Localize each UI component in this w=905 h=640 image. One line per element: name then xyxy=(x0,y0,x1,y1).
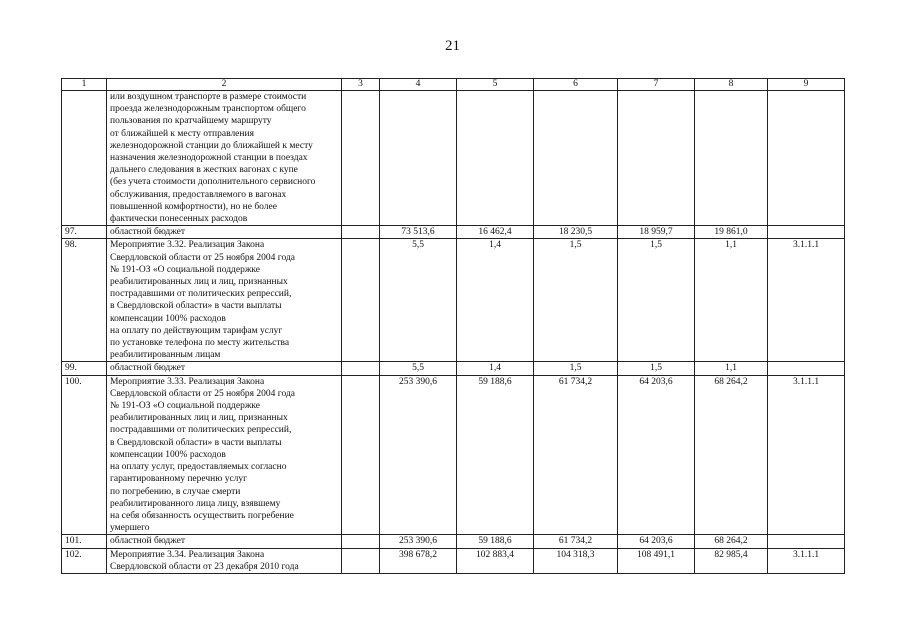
row-number xyxy=(62,91,107,226)
cell-col8: 82 985,4 xyxy=(695,548,768,573)
cell-col5: 102 883,4 xyxy=(457,548,534,573)
cell-col3 xyxy=(342,535,380,548)
row-number: 99. xyxy=(62,362,107,375)
header-cell: 2 xyxy=(107,79,342,91)
cell-col4: 253 390,6 xyxy=(380,535,457,548)
row-description: или воздушном транспорте в размере стоимости проезда железнодорожным транспортом общего пользования по кратчайшему маршруту от ближайшей к месту отправления железнодорожной станции до ближайшей к месту назначения железнодорожной станции в поездах дальнего следования в жестких вагонах с купе (без учета стоимости дополнительного сервисного обслуживания, предоставляемого в вагонах повышенной комфортности), но не более фактически понесенных расходов xyxy=(107,91,342,226)
cell-col5 xyxy=(457,91,534,226)
cell-col8: 19 861,0 xyxy=(695,226,768,239)
cell-col5: 59 188,6 xyxy=(457,535,534,548)
cell-col3 xyxy=(342,375,380,535)
header-cell: 4 xyxy=(380,79,457,91)
table-row xyxy=(62,548,845,573)
cell-col3 xyxy=(342,91,380,226)
table-row xyxy=(62,535,845,548)
header-cell: 7 xyxy=(618,79,695,91)
cell-col7: 108 491,1 xyxy=(618,548,695,573)
cell-col5: 1,4 xyxy=(457,362,534,375)
cell-col4: 5,5 xyxy=(380,362,457,375)
header-row xyxy=(62,79,845,91)
cell-col7: 1,5 xyxy=(618,239,695,362)
row-description: областной бюджет xyxy=(107,226,342,239)
cell-col9 xyxy=(768,362,845,375)
header-cell: 8 xyxy=(695,79,768,91)
row-number: 97. xyxy=(62,226,107,239)
cell-col8: 1,1 xyxy=(695,239,768,362)
header-cell: 1 xyxy=(62,79,107,91)
cell-col3 xyxy=(342,548,380,573)
cell-col6: 61 734,2 xyxy=(534,375,618,535)
header-cell: 3 xyxy=(342,79,380,91)
header-cell: 5 xyxy=(457,79,534,91)
cell-col5: 59 188,6 xyxy=(457,375,534,535)
cell-col7: 64 203,6 xyxy=(618,535,695,548)
cell-col8 xyxy=(695,91,768,226)
cell-col9: 3.1.1.1 xyxy=(768,548,845,573)
row-description: областной бюджет xyxy=(107,362,342,375)
cell-col7: 1,5 xyxy=(618,362,695,375)
cell-col3 xyxy=(342,226,380,239)
cell-col9: 3.1.1.1 xyxy=(768,375,845,535)
cell-col5: 1,4 xyxy=(457,239,534,362)
cell-col7: 18 959,7 xyxy=(618,226,695,239)
cell-col8: 68 264,2 xyxy=(695,375,768,535)
cell-col8: 1,1 xyxy=(695,362,768,375)
header-cell: 6 xyxy=(534,79,618,91)
row-description: Мероприятие 3.34. Реализация Закона Свердловской области от 23 декабря 2010 года xyxy=(107,548,342,573)
table-row xyxy=(62,362,845,375)
row-number: 102. xyxy=(62,548,107,573)
cell-col4: 5,5 xyxy=(380,239,457,362)
cell-col9 xyxy=(768,535,845,548)
row-description: областной бюджет xyxy=(107,535,342,548)
row-number: 100. xyxy=(62,375,107,535)
cell-col3 xyxy=(342,239,380,362)
cell-col9 xyxy=(768,226,845,239)
cell-col3 xyxy=(342,362,380,375)
page-number: 21 xyxy=(445,38,460,54)
row-number: 98. xyxy=(62,239,107,362)
cell-col9: 3.1.1.1 xyxy=(768,239,845,362)
cell-col7: 64 203,6 xyxy=(618,375,695,535)
table-row xyxy=(62,91,845,226)
cell-col7 xyxy=(618,91,695,226)
cell-col6: 18 230,5 xyxy=(534,226,618,239)
header-cell: 9 xyxy=(768,79,845,91)
cell-col8: 68 264,2 xyxy=(695,535,768,548)
row-number: 101. xyxy=(62,535,107,548)
cell-col6: 61 734,2 xyxy=(534,535,618,548)
cell-col4: 73 513,6 xyxy=(380,226,457,239)
table-row xyxy=(62,375,845,535)
cell-col4: 398 678,2 xyxy=(380,548,457,573)
table-row xyxy=(62,226,845,239)
cell-col5: 16 462,4 xyxy=(457,226,534,239)
row-description: Мероприятие 3.33. Реализация Закона Свердловской области от 25 ноября 2004 года № 191-ОЗ «О социальной поддержке реабилитированных лиц и лиц, признанных пострадавшими от политических репрессий, в Свердловской области» в части выплаты компенсации 100% расходов на оплату услуг, предоставляемых согласно гарантированному перечню услуг по погребению, в случае смерти реабилитированного лица лицу, взявшему на себя обязанность осуществить погребение умершего xyxy=(107,375,342,535)
table-row xyxy=(62,239,845,362)
cell-col9 xyxy=(768,91,845,226)
cell-col6: 104 318,3 xyxy=(534,548,618,573)
cell-col6 xyxy=(534,91,618,226)
cell-col6: 1,5 xyxy=(534,239,618,362)
row-description: Мероприятие 3.32. Реализация Закона Свердловской области от 25 ноября 2004 года № 191-ОЗ «О социальной поддержке реабилитированных лиц и лиц, признанных пострадавшими от политических репрессий, в Свердловской области» в части выплаты компенсации 100% расходов на оплату по действующим тарифам услуг по установке телефона по месту жительства реабилитированным лицам xyxy=(107,239,342,362)
cell-col6: 1,5 xyxy=(534,362,618,375)
cell-col4: 253 390,6 xyxy=(380,375,457,535)
program-table xyxy=(61,78,845,574)
cell-col4 xyxy=(380,91,457,226)
